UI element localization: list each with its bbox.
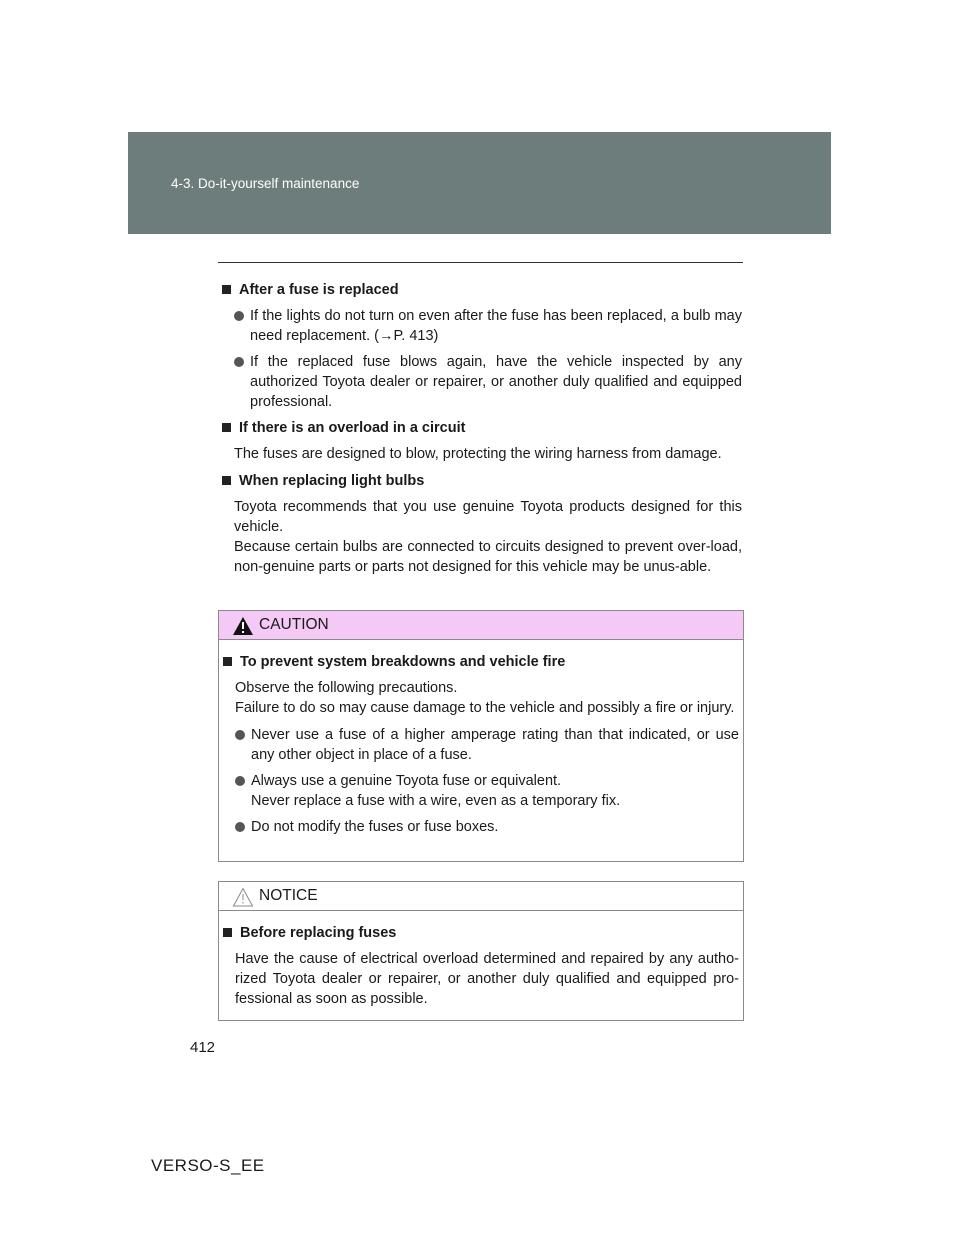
paragraph: Failure to do so may cause damage to the vehicle and possibly a fire or injury. (235, 700, 735, 716)
caution-label: CAUTION (259, 616, 329, 633)
paragraph: Observe the following precautions. (235, 680, 458, 696)
square-bullet-icon (223, 657, 232, 666)
notice-header (219, 882, 743, 911)
round-bullet-icon (235, 822, 245, 832)
list-item: Always use a genuine Toyota fuse or equivalent. Never replace a fuse with a wire, even as a temporary fix. (235, 771, 739, 811)
caution-body (219, 640, 743, 837)
notice-box (218, 881, 744, 1021)
notice-title: Before replacing fuses (223, 923, 739, 943)
round-bullet-icon (234, 311, 244, 321)
notice-label: NOTICE (259, 887, 318, 904)
warning-triangle-icon (232, 616, 254, 636)
square-bullet-icon (223, 928, 232, 937)
list-item: If the lights do not turn on even after the fuse has been replaced, a bulb may need replacement. (→P. 413) (234, 306, 742, 346)
divider (218, 262, 743, 263)
list-item: Do not modify the fuses or fuse boxes. (235, 817, 739, 837)
footer-code: VERSO-S_EE (151, 1156, 265, 1175)
square-bullet-icon (222, 423, 231, 432)
caution-title: To prevent system breakdowns and vehicle fire (223, 652, 739, 672)
paragraph: Because certain bulbs are connected to circuits designed to prevent over-load, non-genuine parts or parts not designed for this vehicle may be unus-able. (234, 539, 742, 575)
section-title: 4-3. Do-it-yourself maintenance (171, 176, 360, 191)
square-bullet-icon (222, 476, 231, 485)
main-content (222, 280, 742, 584)
round-bullet-icon (235, 776, 245, 786)
paragraph: Toyota recommends that you use genuine Toyota products designed for this vehicle. (234, 499, 742, 535)
section-header (128, 132, 831, 234)
notice-body (219, 911, 743, 1009)
list-item: If the replaced fuse blows again, have the vehicle inspected by any authorized Toyota dealer or repairer, or another duly qualified and equipped professional. (234, 352, 742, 412)
round-bullet-icon (235, 730, 245, 740)
caution-box (218, 610, 744, 862)
caution-header (219, 611, 743, 640)
paragraph: The fuses are designed to blow, protecting the wiring harness from damage. (234, 446, 722, 462)
list-item: Never use a fuse of a higher amperage rating than that indicated, or use any other object in place of a fuse. (235, 725, 739, 765)
paragraph: Have the cause of electrical overload determined and repaired by any autho-rized Toyota dealer or repairer, or another duly qualified and equipped pro-fessional as soon as possible. (235, 951, 739, 1007)
section-heading: When replacing light bulbs (222, 471, 742, 491)
page-number: 412 (190, 1039, 216, 1056)
square-bullet-icon (222, 285, 231, 294)
section-heading: If there is an overload in a circuit (222, 418, 742, 438)
round-bullet-icon (234, 357, 244, 367)
warning-outline-icon (232, 887, 254, 907)
section-heading: After a fuse is replaced (222, 280, 742, 300)
